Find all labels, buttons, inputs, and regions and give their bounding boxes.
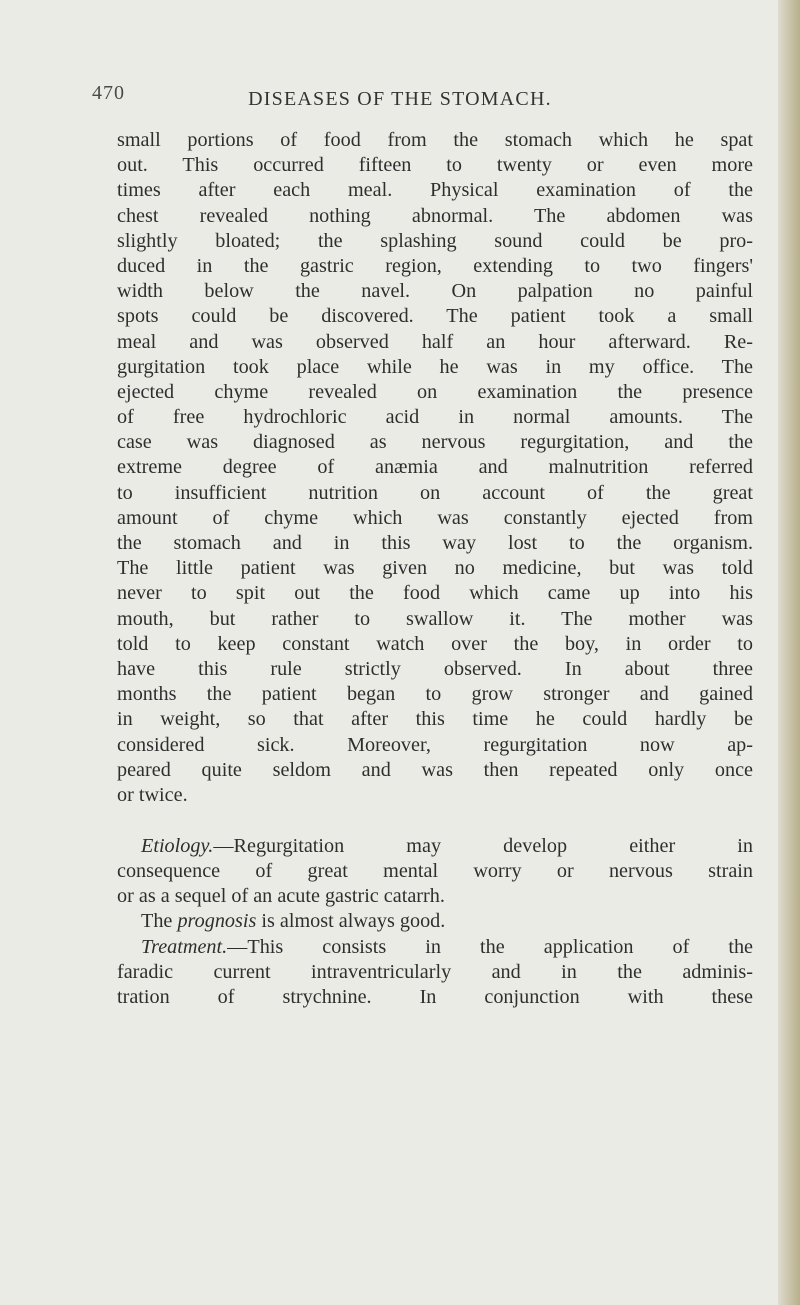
- text-line: small portions of food from the stomach which he spat: [117, 129, 753, 151]
- text-line: width below the navel. On palpation no painful: [117, 280, 753, 303]
- text-line: or twice.: [117, 783, 188, 806]
- running-head: DISEASES OF THE STOMACH.: [248, 88, 552, 110]
- text-line: chest revealed nothing abnormal. The abdomen was: [117, 204, 753, 227]
- paragraph-prognosis: [117, 909, 753, 934]
- text-line: ejected chyme revealed on examination the presence: [117, 380, 753, 403]
- text-line: gurgitation took place while he was in my office. The: [117, 355, 753, 378]
- text-line: extreme degree of anæmia and malnutrition referred: [117, 456, 753, 479]
- text-line: never to spit out the food which came up into his: [117, 582, 753, 605]
- text-line: out. This occurred fifteen to twenty or even more: [117, 154, 753, 177]
- text-line: slightly bloated; the splashing sound could be pro-: [117, 229, 753, 252]
- etiology-heading: Etiology.: [141, 834, 214, 857]
- text-line: The prognosis is almost always good.: [141, 910, 446, 933]
- text-line: meal and was observed half an hour afterward. Re-: [117, 330, 753, 353]
- text-line: duced in the gastric region, extending to two fingers': [117, 254, 753, 277]
- text-line: considered sick. Moreover, regurgitation now ap-: [117, 733, 753, 756]
- paragraph-case-report: [117, 128, 753, 808]
- text-line: told to keep constant watch over the boy, in order to: [117, 632, 753, 655]
- text-line: mouth, but rather to swallow it. The mother was: [117, 607, 753, 630]
- text-line: have this rule strictly observed. In about three: [117, 657, 753, 680]
- text-line: case was diagnosed as nervous regurgitation, and the: [117, 431, 753, 454]
- page-number: 470: [92, 82, 125, 104]
- text-line: tration of strychnine. In conjunction with these: [117, 985, 753, 1008]
- paragraph-treatment: [117, 935, 753, 1011]
- text-line: to insufficient nutrition on account of the great: [117, 481, 753, 504]
- page-edge: [778, 0, 800, 1305]
- text-line: Etiology.—Regurgitation may develop either in: [141, 834, 753, 857]
- text-line: spots could be discovered. The patient took a small: [117, 305, 753, 328]
- text-line: faradic current intraventricularly and in the adminis-: [117, 960, 753, 983]
- body-text: [117, 128, 753, 1010]
- text-line: the stomach and in this way lost to the organism.: [117, 532, 753, 554]
- text-line: months the patient began to grow stronger and gained: [117, 683, 753, 706]
- text-line: The little patient was given no medicine, but was told: [117, 557, 753, 580]
- text-line: or as a sequel of an acute gastric catarrh.: [117, 885, 445, 908]
- text-line: times after each meal. Physical examination of the: [117, 179, 753, 202]
- text-line: in weight, so that after this time he could hardly be: [117, 708, 753, 731]
- text-line: amount of chyme which was constantly ejected from: [117, 506, 753, 529]
- text-line: consequence of great mental worry or nervous strain: [117, 860, 753, 883]
- paragraph-etiology: [117, 834, 753, 910]
- prognosis-term: prognosis: [177, 910, 257, 933]
- text-line: peared quite seldom and was then repeated only once: [117, 758, 753, 781]
- text-line: of free hydrochloric acid in normal amounts. The: [117, 406, 753, 429]
- treatment-heading: Treatment.: [141, 935, 228, 958]
- text-line: Treatment.—This consists in the application of the: [141, 935, 753, 958]
